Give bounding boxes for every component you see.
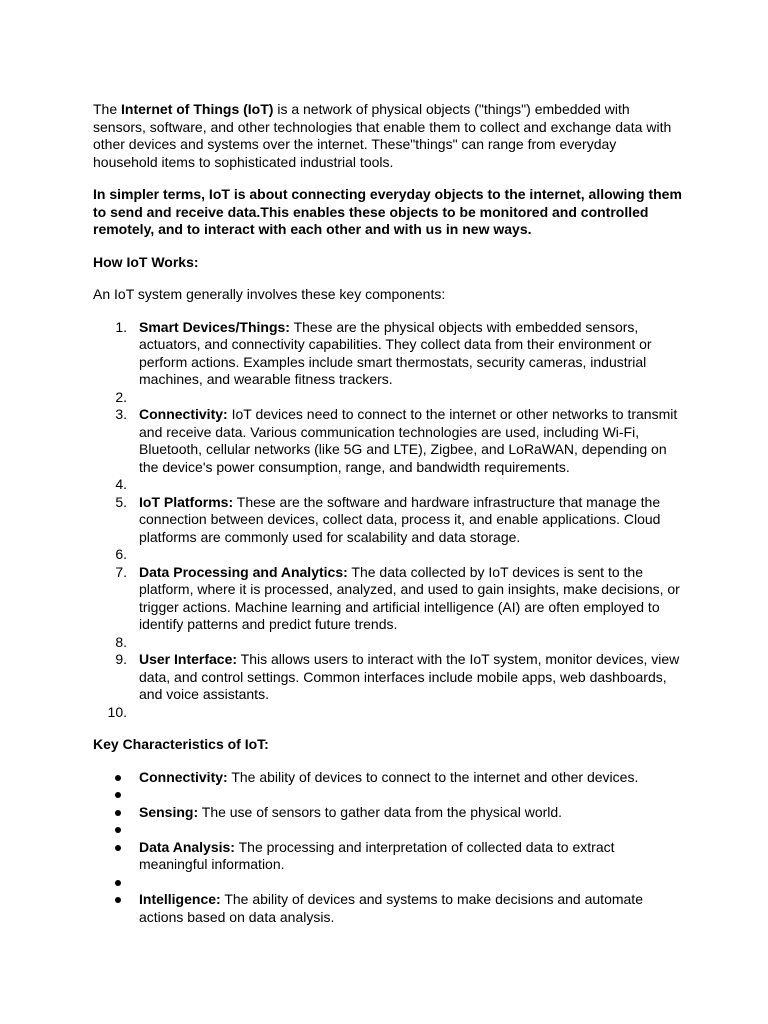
how-heading: How IoT Works: [93,253,199,270]
item-text: These are the software and hardware infrastructure that manage the connection between devices, collect data, process it, and enable applications. Cloud platforms are commonly used for scalability and data storage. [139,493,661,545]
item-term: Smart Devices/Things: [139,318,290,335]
list-item [93,839,683,874]
how-lead: An IoT system generally involves these key components: [93,286,446,302]
list-item [93,704,683,722]
list-item [93,786,683,804]
bullet-icon [115,792,121,798]
list-number: 1. [115,318,127,335]
list-number: 6. [115,546,127,562]
bullet-icon [115,897,121,903]
list-item [93,546,683,564]
characteristics-list [93,769,683,927]
list-item [93,564,683,634]
characteristics-heading: Key Characteristics of IoT: [93,736,269,752]
list-item [93,804,683,822]
item-text: This allows users to interact with the IoT system, monitor devices, view data, and control settings. Common interfaces include mobile apps, web dashboards, and voice assistants. [139,651,680,702]
list-item [93,494,683,547]
list-item [93,769,683,787]
item-text: The ability of devices and systems to make decisions and automate actions based on data analysis. [139,891,643,925]
item-term: IoT Platforms: [139,493,234,510]
item-term: Intelligence: [139,891,221,907]
list-number: 8. [115,633,127,650]
summary-paragraph: In simpler terms, IoT is about connecting everyday objects to the internet, allowing them to send and receive data.This enables these objects to be monitored and controlled remotely, and to interact with each other and with us in new ways. [93,186,682,237]
components-list [93,319,683,722]
bullet-icon [115,827,121,833]
intro-term: Internet of Things (IoT) [121,101,274,117]
bullet-icon [115,810,121,816]
list-number: 5. [115,493,127,510]
item-term: Connectivity: [139,406,228,422]
item-term: Data Processing and Analytics: [139,563,348,580]
intro-rest: is a network of physical objects ("things") embedded with sensors, software, and other technologies that enable them to collect and exchange data with other devices and systems over the internet. These"things" can range from everyday household items to sophisticated industrial tools. [93,101,672,170]
list-number: 4. [115,476,127,492]
item-text: These are the physical objects with embedded sensors, actuators, and connectivity capabilities. They collect data from their environment or perform actions. Examples include smart thermostats, security cameras, industrial machines, and wearable fitness trackers. [139,318,652,387]
item-text: The ability of devices to connect to the internet and other devices. [227,768,639,785]
document-page [93,101,683,926]
intro-paragraph [93,101,683,171]
item-text: The processing and interpretation of collected data to extract meaningful information. [139,838,615,872]
list-number: 3. [115,406,127,422]
item-term: Sensing: [139,803,199,820]
list-item [93,891,683,926]
item-term: Connectivity: [139,768,228,785]
list-item [93,389,683,407]
list-item [93,634,683,652]
list-number: 2. [115,388,127,405]
list-number: 7. [115,563,127,580]
list-item [93,406,683,476]
list-item [93,319,683,389]
bullet-icon [115,880,121,886]
list-item [93,651,683,704]
intro-prefix: The [93,101,122,117]
item-text: The data collected by IoT devices is sent to the platform, where it is processed, analyzed, and used to gain insights, make decisions, or trigger actions. Machine learning and artificial intelligence (AI) are often employed to identify patterns and predict future trends. [139,563,680,632]
list-item [93,476,683,494]
bullet-icon [115,845,121,851]
item-text: IoT devices need to connect to the internet or other networks to transmit and receive data. Various communication technologies are used, including Wi-Fi, Bluetooth, cellular networks (like 5G and LTE), Zigbee, and LoRaWAN, depending on the device's power consumption, range, and bandwidth requirements. [139,406,678,475]
list-number: 9. [115,651,127,667]
item-term: User Interface: [139,651,238,667]
list-number: 10. [107,703,127,720]
bullet-icon [115,775,121,781]
list-item [93,821,683,839]
item-text: The use of sensors to gather data from the physical world. [198,803,563,820]
item-term: Data Analysis: [139,838,235,855]
list-item [93,874,683,892]
